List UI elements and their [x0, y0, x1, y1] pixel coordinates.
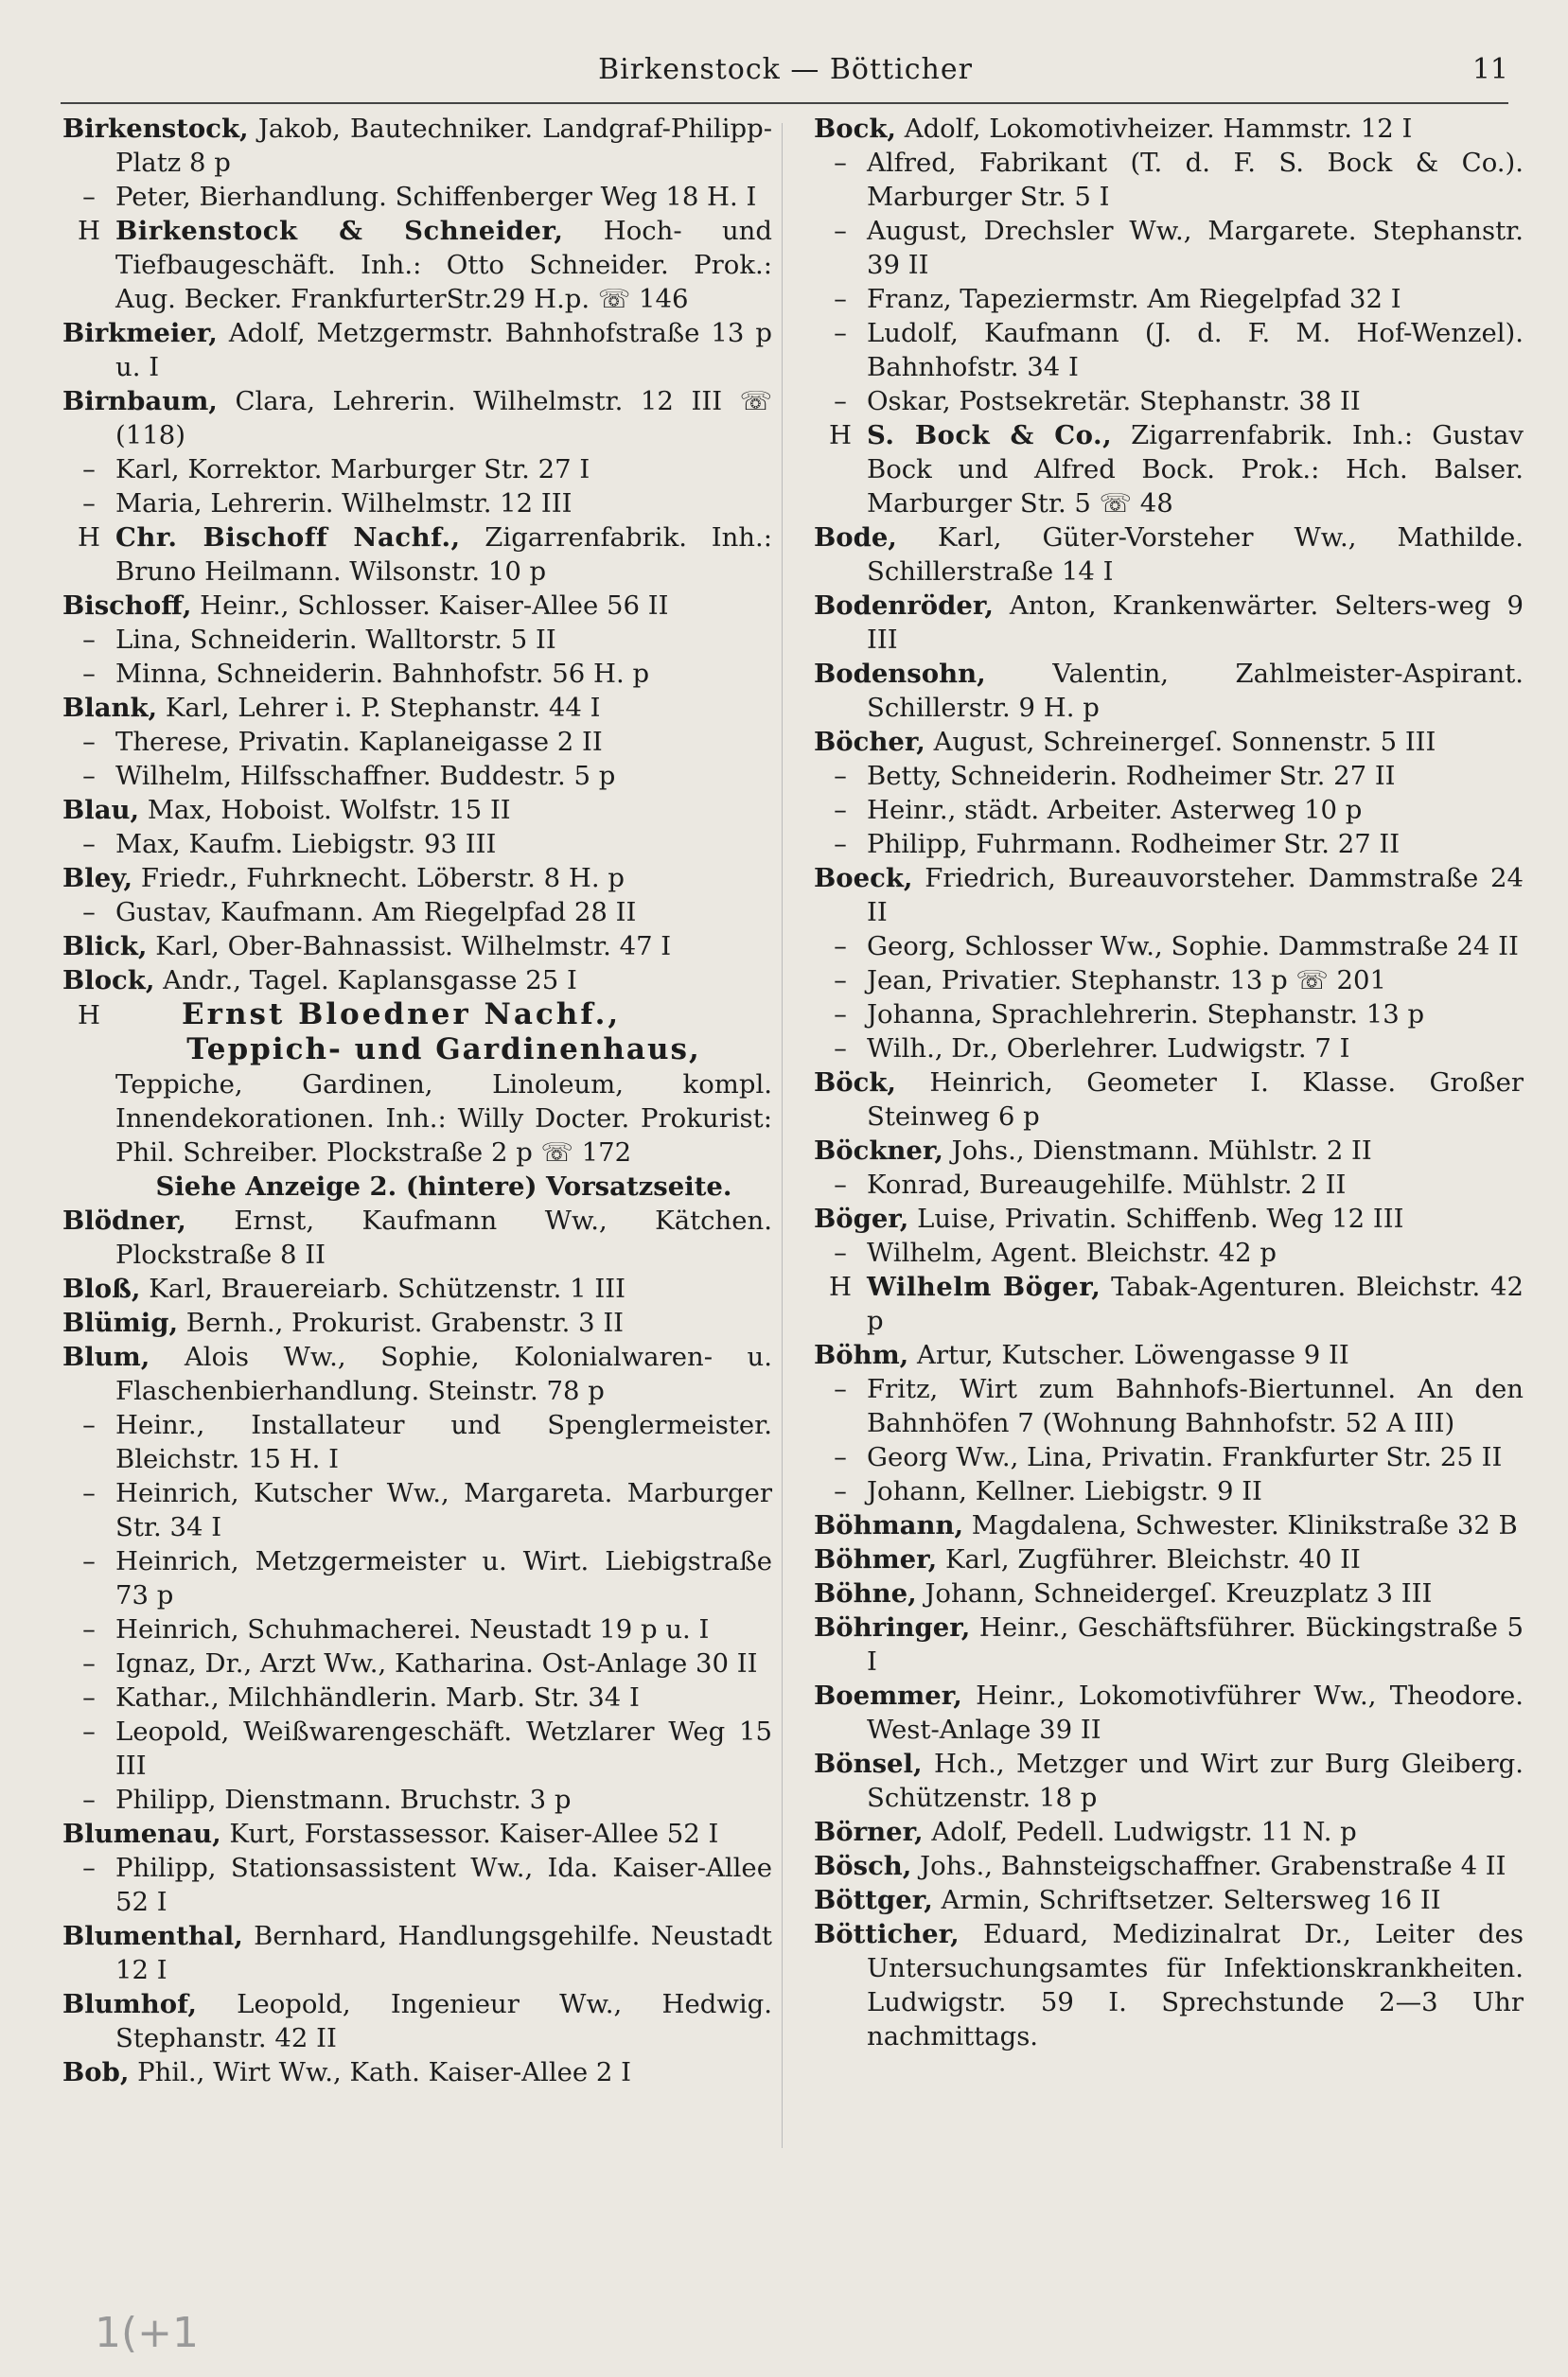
entry-name: Blödner,: [62, 1206, 186, 1236]
dash-mark: –: [834, 1238, 847, 1268]
directory-entry: [814, 1679, 1524, 1747]
directory-subentry: [814, 214, 1524, 282]
directory-entry: [814, 1611, 1524, 1679]
entry-name: Bode,: [814, 522, 897, 553]
dash-mark: –: [82, 727, 96, 757]
advert-title: Ernst Bloedner Nachf.,: [182, 997, 622, 1031]
entry-details: Valentin, Zahlmeister-Aspirant. Schillerstr. 9 H. p: [867, 659, 1524, 723]
dash-mark: –: [834, 318, 847, 348]
directory-entry: [62, 589, 772, 623]
entry-details: Wilhelm, Agent. Bleichstr. 42 p: [867, 1238, 1277, 1268]
dash-mark: –: [82, 1648, 96, 1679]
entry-name: Blum,: [62, 1342, 150, 1372]
entry-details: Anton, Krankenwärter. Selters-weg 9 III: [867, 590, 1524, 655]
entry-name: Bötticher,: [814, 1919, 960, 1949]
directory-entry: [814, 1508, 1524, 1542]
dash-mark: –: [834, 829, 847, 859]
directory-subentry: [62, 1851, 772, 1919]
firm-marker: H: [78, 1000, 100, 1030]
advert-subheading: [62, 1032, 772, 1067]
dash-mark: –: [834, 148, 847, 178]
directory-subentry: [62, 1544, 772, 1612]
entry-details: Konrad, Bureaugehilfe. Mühlstr. 2 II: [867, 1170, 1347, 1200]
page-header: [57, 53, 1514, 100]
dash-mark: –: [834, 1442, 847, 1472]
directory-entry: [62, 1204, 772, 1272]
directory-entry: [814, 1542, 1524, 1576]
entry-details: August, Schreinergeſ. Sonnenstr. 5 III: [925, 727, 1436, 757]
entry-details: Fritz, Wirt zum Bahnhofs-Biertunnel. An den Bahnhöfen 7 (Wohnung Bahnhofstr. 52 A III): [867, 1374, 1524, 1438]
directory-subentry: [62, 895, 772, 929]
directory-subentry: [814, 282, 1524, 316]
entry-name: Blank,: [62, 693, 158, 723]
dash-mark: –: [834, 216, 847, 246]
running-title: Birkenstock — Bötticher: [598, 53, 973, 86]
advert-subtitle: Teppich- und Gardinenhaus,: [186, 1032, 701, 1066]
right-column: [814, 112, 1524, 2053]
entry-details: Heinr., Geschäftsführer. Bückingstraße 5 I: [867, 1612, 1524, 1677]
directory-subentry: [814, 1372, 1524, 1440]
directory-entry: [62, 1817, 772, 1851]
entry-details: Wilh., Dr., Oberlehrer. Ludwigstr. 7 I: [867, 1033, 1350, 1064]
directory-subentry: [62, 1476, 772, 1544]
directory-subentry: [814, 1474, 1524, 1508]
directory-entry: [814, 1202, 1524, 1236]
directory-subentry: [62, 452, 772, 486]
entry-details: Bernh., Prokurist. Grabenstr. 3 II: [178, 1308, 625, 1338]
entry-details: Gustav, Kaufmann. Am Riegelpfad 28 II: [115, 897, 637, 927]
entry-details: Kathar., Milchhändlerin. Marb. Str. 34 I: [115, 1682, 640, 1713]
entry-details: Minna, Schneiderin. Bahnhofstr. 56 H. p: [115, 659, 650, 689]
directory-subentry: [814, 1236, 1524, 1270]
directory-entry: [814, 1849, 1524, 1883]
entry-details: Ludolf, Kaufmann (J. d. F. M. Hof-Wenzel). Bahnhofstr. 34 I: [867, 318, 1524, 382]
directory-subentry: [814, 1031, 1524, 1065]
directory-entry: [814, 725, 1524, 759]
entry-name: Boemmer,: [814, 1681, 962, 1711]
entry-details: Hoch- und Tiefbaugeschäft. Inh.: Otto Schneider. Prok.: Aug. Becker. FrankfurterStr.29 H.p. ☏ 146: [115, 216, 772, 314]
entry-name: Böcher,: [814, 727, 925, 757]
entry-name: Birnbaum,: [62, 386, 218, 416]
directory-subentry: [814, 316, 1524, 384]
directory-entry: [62, 929, 772, 963]
header-rule: [61, 102, 1508, 104]
directory-subentry: [62, 623, 772, 657]
entry-name: Blumenthal,: [62, 1921, 243, 1951]
directory-entry: [814, 589, 1524, 657]
directory-subentry: [62, 759, 772, 793]
entry-details: Johann, Schneidergeſ. Kreuzplatz 3 III: [916, 1578, 1433, 1609]
entry-details: Philipp, Fuhrmann. Rodheimer Str. 27 II: [867, 829, 1401, 859]
entry-name: Blümig,: [62, 1308, 179, 1338]
dash-mark: –: [82, 182, 96, 212]
entry-details: Betty, Schneiderin. Rodheimer Str. 27 II: [867, 761, 1396, 791]
entry-name: Bloß,: [62, 1274, 141, 1304]
entry-details: Heinr., Lokomotivführer Ww., Theodore. West-Anlage 39 II: [867, 1681, 1524, 1745]
directory-subentry: [814, 827, 1524, 861]
entry-name: Böttger,: [814, 1885, 933, 1915]
dash-mark: –: [82, 454, 96, 484]
directory-subentry: [814, 759, 1524, 793]
firm-name: S. Bock & Co.,: [867, 420, 1113, 450]
entry-details: Clara, Lehrerin. Wilhelmstr. 12 III ☏ (118): [115, 386, 772, 450]
dash-mark: –: [82, 1410, 96, 1440]
directory-subentry: [814, 1440, 1524, 1474]
entry-details: Eduard, Medizinalrat Dr., Leiter des Untersuchungsamtes für Infektionskrankheiten. Ludwigstr. 59 I. Sprechstunde 2—3 Uhr nachmittags.: [867, 1919, 1524, 2051]
directory-entry: [62, 691, 772, 725]
directory-subentry: [62, 486, 772, 520]
entry-details: Johs., Bahnsteigschaffner. Grabenstraße 4 II: [911, 1851, 1506, 1881]
entry-details: Johann, Kellner. Liebigstr. 9 II: [867, 1476, 1262, 1506]
directory-entry: [62, 963, 772, 997]
directory-subentry: [814, 793, 1524, 827]
entry-details: Karl, Güter-Vorsteher Ww., Mathilde. Schillerstraße 14 I: [867, 522, 1524, 587]
directory-subentry: [62, 1783, 772, 1817]
directory-entry: [62, 112, 772, 180]
dash-mark: –: [82, 1682, 96, 1713]
directory-entry: [814, 1883, 1524, 1917]
dash-mark: –: [82, 761, 96, 791]
directory-entry: [814, 861, 1524, 929]
entry-details: Johs., Dienstmann. Mühlstr. 2 II: [943, 1136, 1372, 1166]
entry-name: Blumenau,: [62, 1819, 221, 1849]
directory-entry: [62, 2055, 772, 2089]
entry-name: Böckner,: [814, 1136, 943, 1166]
entry-details: Heinrich, Geometer I. Klasse. Großer Steinweg 6 p: [867, 1067, 1524, 1132]
entry-details: Ernst, Kaufmann Ww., Kätchen. Plockstraße 8 II: [115, 1206, 772, 1270]
directory-entry: [814, 1338, 1524, 1372]
entry-details: Georg Ww., Lina, Privatin. Frankfurter Str. 25 II: [867, 1442, 1503, 1472]
firm-marker: H: [78, 522, 100, 553]
dash-mark: –: [82, 829, 96, 859]
directory-subentry: [62, 657, 772, 691]
advert-reference: Siehe Anzeige 2. (hintere) Vorsatzseite.: [155, 1171, 732, 1202]
entry-details: Alfred, Fabrikant (T. d. F. S. Bock & Co.). Marburger Str. 5 I: [867, 148, 1524, 212]
entry-details: Karl, Ober-Bahnassist. Wilhelmstr. 47 I: [147, 931, 672, 961]
entry-details: Heinr., Schlosser. Kaiser-Allee 56 II: [191, 590, 669, 621]
entry-name: Bley,: [62, 863, 133, 893]
entry-details: Maria, Lehrerin. Wilhelmstr. 12 III: [115, 488, 573, 519]
directory-subentry: [62, 1646, 772, 1681]
entry-name: Blumhof,: [62, 1989, 197, 2019]
firm-entry: [62, 214, 772, 316]
directory-subentry: [814, 929, 1524, 963]
dash-mark: –: [834, 931, 847, 961]
entry-details: Georg, Schlosser Ww., Sophie. Dammstraße 24 II: [867, 931, 1519, 961]
directory-entry: [62, 861, 772, 895]
directory-subentry: [814, 1168, 1524, 1202]
directory-subentry: [814, 384, 1524, 418]
entry-details: Heinr., städt. Arbeiter. Asterweg 10 p: [867, 795, 1363, 825]
entry-name: Böhne,: [814, 1578, 917, 1609]
entry-name: Boeck,: [814, 863, 913, 893]
entry-details: Zigarrenfabrik. Inh.: Gustav Bock und Alfred Bock. Prok.: Hch. Balser. Marburger Str. 5 ☏ 48: [867, 420, 1524, 519]
entry-details: Max, Kaufm. Liebigstr. 93 III: [115, 829, 497, 859]
directory-subentry: [62, 827, 772, 861]
entry-details: Tabak-Agenturen. Bleichstr. 42 p: [867, 1272, 1524, 1336]
firm-entry: [62, 520, 772, 589]
directory-entry: [62, 1272, 772, 1306]
firm-marker: H: [829, 1272, 852, 1302]
entry-name: Böger,: [814, 1204, 909, 1234]
firm-name: Birkenstock & Schneider,: [115, 216, 564, 246]
directory-entry: [814, 1065, 1524, 1134]
firm-name: Wilhelm Böger,: [867, 1272, 1101, 1302]
directory-subentry: [62, 1715, 772, 1783]
entry-name: Birkenstock,: [62, 114, 249, 144]
entry-details: Heinrich, Schuhmacherei. Neustadt 19 p u. I: [115, 1614, 710, 1645]
directory-subentry: [62, 725, 772, 759]
directory-entry: [62, 1987, 772, 2055]
directory-entry: [62, 1919, 772, 1987]
dash-mark: –: [82, 1853, 96, 1883]
directory-entry: [62, 384, 772, 452]
entry-details: Leopold, Ingenieur Ww., Hedwig. Stephanstr. 42 II: [115, 1989, 772, 2053]
entry-name: Böhringer,: [814, 1612, 971, 1643]
entry-details: Adolf, Lokomotivheizer. Hammstr. 12 I: [895, 114, 1413, 144]
entry-details: Luise, Privatin. Schiffenb. Weg 12 III: [908, 1204, 1404, 1234]
entry-details: Armin, Schriftsetzer. Seltersweg 16 II: [932, 1885, 1441, 1915]
column-divider: [782, 123, 783, 2148]
dash-mark: –: [834, 795, 847, 825]
entry-details: Kurt, Forstassessor. Kaiser-Allee 52 I: [220, 1819, 719, 1849]
entry-details: Magdalena, Schwester. Klinikstraße 32 B: [963, 1510, 1518, 1541]
entry-details: Karl, Brauereiarb. Schützenstr. 1 III: [140, 1274, 625, 1304]
entry-name: Bob,: [62, 2057, 130, 2087]
dash-mark: –: [834, 284, 847, 314]
entry-details: Oskar, Postsekretär. Stephanstr. 38 II: [867, 386, 1361, 416]
dash-mark: –: [834, 999, 847, 1030]
entry-details: Karl, Lehrer i. P. Stephanstr. 44 I: [157, 693, 601, 723]
entry-details: August, Drechsler Ww., Margarete. Stephanstr. 39 II: [867, 216, 1524, 280]
entry-details: Adolf, Pedell. Ludwigstr. 11 N. p: [923, 1817, 1357, 1847]
directory-entry: [814, 1747, 1524, 1815]
entry-name: Birkmeier,: [62, 318, 218, 348]
entry-details: Heinr., Installateur und Spenglermeister. Bleichstr. 15 H. I: [115, 1410, 772, 1474]
entry-details: Zigarrenfabrik. Inh.: Bruno Heilmann. Wilsonstr. 10 p: [115, 522, 772, 587]
entry-details: Philipp, Dienstmann. Bruchstr. 3 p: [115, 1785, 572, 1815]
entry-name: Bösch,: [814, 1851, 912, 1881]
entry-details: Hch., Metzger und Wirt zur Burg Gleiberg. Schützenstr. 18 p: [867, 1749, 1524, 1813]
advert-body: Teppiche, Gardinen, Linoleum, kompl. Innendekorationen. Inh.: Willy Docter. Prokurist: Phil. Schreiber. Plockstraße 2 p ☏ 172: [115, 1069, 772, 1168]
directory-entry: [814, 112, 1524, 146]
dash-mark: –: [82, 659, 96, 689]
entry-details: Artur, Kutscher. Löwengasse 9 II: [908, 1340, 1349, 1370]
dash-mark: –: [82, 1717, 96, 1747]
dash-mark: –: [82, 897, 96, 927]
entry-details: Leopold, Weißwarengeschäft. Wetzlarer Weg 15 III: [115, 1717, 772, 1781]
directory-subentry: [62, 1408, 772, 1476]
entry-name: Böhmer,: [814, 1544, 938, 1575]
directory-subentry: [814, 997, 1524, 1031]
entry-details: Max, Hoboist. Wolfstr. 15 II: [139, 795, 511, 825]
dash-mark: –: [834, 1476, 847, 1506]
entry-details: Wilhelm, Hilfsschaffner. Buddestr. 5 p: [115, 761, 616, 791]
entry-name: Bodensohn,: [814, 659, 986, 689]
entry-details: Bernhard, Handlungsgehilfe. Neustadt 12 I: [115, 1921, 772, 1985]
directory-subentry: [814, 963, 1524, 997]
directory-entry: [814, 1815, 1524, 1849]
entry-name: Block,: [62, 965, 155, 995]
dash-mark: –: [834, 1033, 847, 1064]
directory-entry: [814, 657, 1524, 725]
dash-mark: –: [834, 965, 847, 995]
entry-details: Jean, Privatier. Stephanstr. 13 p ☏ 201: [867, 965, 1387, 995]
entry-details: Philipp, Stationsassistent Ww., Ida. Kaiser-Allee 52 I: [115, 1853, 772, 1917]
dash-mark: –: [82, 1785, 96, 1815]
entry-name: Bodenröder,: [814, 590, 994, 621]
entry-details: Ignaz, Dr., Arzt Ww., Katharina. Ost-Anlage 30 II: [115, 1648, 758, 1679]
directory-entry: [814, 520, 1524, 589]
directory-entry: [62, 1340, 772, 1408]
left-column: [62, 112, 772, 2089]
entry-details: Therese, Privatin. Kaplaneigasse 2 II: [115, 727, 603, 757]
advert-heading: [62, 997, 772, 1032]
dash-mark: –: [82, 488, 96, 519]
directory-subentry: [62, 1612, 772, 1646]
entry-details: Adolf, Metzgermstr. Bahnhofstraße 13 p u. I: [115, 318, 772, 382]
entry-details: Friedr., Fuhrknecht. Löberstr. 8 H. p: [132, 863, 625, 893]
entry-details: Heinrich, Metzgermeister u. Wirt. Liebigstraße 73 p: [115, 1546, 772, 1611]
dash-mark: –: [82, 1478, 96, 1508]
dash-mark: –: [82, 1614, 96, 1645]
dash-mark: –: [834, 1374, 847, 1404]
entry-name: Bischoff,: [62, 590, 192, 621]
entry-name: Böck,: [814, 1067, 896, 1098]
firm-entry: [814, 1270, 1524, 1338]
directory-entry: [814, 1576, 1524, 1611]
entry-details: Heinrich, Kutscher Ww., Margareta. Marburger Str. 34 I: [115, 1478, 772, 1542]
entry-details: Friedrich, Bureauvorsteher. Dammstraße 24 II: [867, 863, 1524, 927]
firm-marker: H: [829, 420, 852, 450]
entry-details: Phil., Wirt Ww., Kath. Kaiser-Allee 2 I: [129, 2057, 632, 2087]
directory-subentry: [814, 146, 1524, 214]
entry-name: Blick,: [62, 931, 148, 961]
entry-details: Andr., Tagel. Kaplansgasse 25 I: [154, 965, 577, 995]
directory-entry: [814, 1134, 1524, 1168]
dash-mark: –: [834, 386, 847, 416]
entry-details: Franz, Tapeziermstr. Am Riegelpfad 32 I: [867, 284, 1401, 314]
directory-entry: [62, 1306, 772, 1340]
firm-marker: H: [78, 216, 100, 246]
entry-name: Böhmann,: [814, 1510, 964, 1541]
directory-entry: [814, 1917, 1524, 2053]
entry-name: Böhm,: [814, 1340, 909, 1370]
page-number: 11: [1471, 53, 1508, 86]
firm-entry: [814, 418, 1524, 520]
entry-name: Bönsel,: [814, 1749, 923, 1779]
dash-mark: –: [82, 625, 96, 655]
directory-subentry: [62, 1681, 772, 1715]
entry-details: Johanna, Sprachlehrerin. Stephanstr. 13 p: [867, 999, 1425, 1030]
entry-details: Karl, Zugführer. Bleichstr. 40 II: [937, 1544, 1361, 1575]
handwritten-note: 1(+1: [95, 2309, 200, 2357]
directory-entry: [62, 316, 772, 384]
entry-details: Lina, Schneiderin. Walltorstr. 5 II: [115, 625, 556, 655]
entry-details: Alois Ww., Sophie, Kolonialwaren- u. Flaschenbierhandlung. Steinstr. 78 p: [115, 1342, 772, 1406]
entry-name: Blau,: [62, 795, 140, 825]
dash-mark: –: [834, 761, 847, 791]
entry-details: Peter, Bierhandlung. Schiffenberger Weg 18 H. I: [115, 182, 757, 212]
dash-mark: –: [82, 1546, 96, 1576]
directory-subentry: [62, 180, 772, 214]
directory-entry: [62, 793, 772, 827]
entry-details: Jakob, Bautechniker. Landgraf-Philipp-Platz 8 p: [115, 114, 772, 178]
dash-mark: –: [834, 1170, 847, 1200]
entry-details: Karl, Korrektor. Marburger Str. 27 I: [115, 454, 590, 484]
entry-name: Börner,: [814, 1817, 924, 1847]
entry-name: Bock,: [814, 114, 896, 144]
firm-name: Chr. Bischoff Nachf.,: [115, 522, 461, 553]
